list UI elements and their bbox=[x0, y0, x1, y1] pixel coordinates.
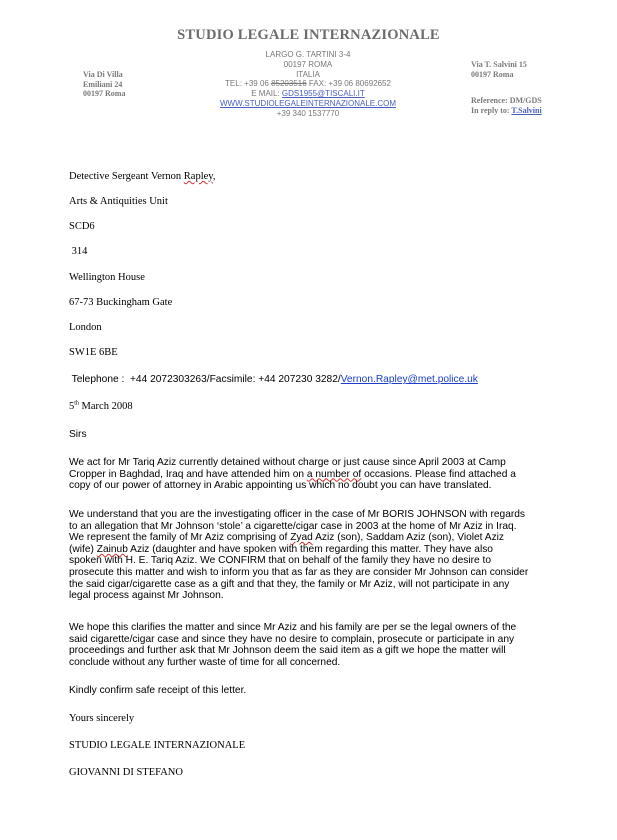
date-suffix: th bbox=[74, 400, 79, 407]
letterhead-right-address bbox=[471, 60, 542, 115]
paragraph-line: the said cigar/cigarette case as a gift and that they, the family or Mr Aziz, will not participate in any bbox=[69, 578, 510, 590]
recipient-code: SCD6 bbox=[69, 221, 95, 232]
reply-label: In reply to: bbox=[471, 105, 512, 115]
paragraph-line: to an allegation that Mr Johnson ‘stole’ a cigarette/cigar case in 2003 at the home of Mr Aziz in Iraq. bbox=[69, 520, 517, 532]
recipient-city: London bbox=[69, 322, 102, 333]
recipient-street: 67-73 Buckingham Gate bbox=[69, 297, 173, 308]
reply-name-link[interactable]: T.Salvini bbox=[511, 105, 542, 115]
recipient-email-link[interactable]: Vernon.Rapley@met.police.uk bbox=[340, 374, 478, 385]
paragraph-line: prosecute this matter and wish to inform you that as far as they are consider Mr Johnson can consider bbox=[69, 566, 529, 578]
tel-struck-number: 85203516 bbox=[271, 79, 307, 89]
paragraph-line: copy of our power of attorney in Arabic appointing us which no doubt you can have translated. bbox=[69, 480, 492, 492]
tel-prefix: TEL: +39 06 bbox=[225, 79, 272, 89]
paragraph-2 bbox=[69, 509, 559, 602]
reply-line bbox=[471, 106, 542, 116]
paragraph-line: We understand that you are the investigating officer in the case of Mr BORIS JOHNSON with regards bbox=[69, 509, 526, 520]
recipient-room: 314 bbox=[69, 246, 88, 257]
recipient-postcode: SW1E 6BE bbox=[69, 347, 118, 358]
center-street: LARGO G. TARTINI 3-4 bbox=[265, 50, 351, 59]
recipient-name-suffix: , bbox=[212, 171, 216, 182]
recipient-unit: Arts & Antiquities Unit bbox=[69, 196, 168, 207]
firm-email-link[interactable]: GDS1955@TISCALI.IT bbox=[281, 89, 365, 99]
letterhead-left-address bbox=[83, 70, 125, 99]
right-address-line: 00197 Roma bbox=[471, 69, 514, 79]
telephone-text: Telephone : +44 2072303263/Facsimile: +44 207230 3282/ bbox=[69, 374, 341, 385]
paragraph-line: We act for Mr Tariq Aziz currently detained without charge or just cause since April 2003 at Camp bbox=[69, 457, 506, 468]
date-day: 5 bbox=[69, 401, 75, 412]
paragraph-line: conclude without any further waste of time for all concerned. bbox=[69, 656, 341, 668]
recipient-surname: Rapley bbox=[183, 171, 213, 182]
letter-date bbox=[69, 401, 133, 412]
firm-website-link[interactable]: WWW.STUDIOLEGALEINTERNAZIONALE.COM bbox=[219, 98, 396, 108]
letterhead-firm-name: STUDIO LEGALE INTERNAZIONALE bbox=[177, 27, 440, 43]
center-phone-fax bbox=[180, 79, 436, 89]
paragraph-1 bbox=[69, 457, 559, 492]
paragraph-line: proceedings and further ask that Mr Johnson deem the said item as a gift we hope the matter will bbox=[69, 645, 506, 657]
valediction: Yours sincerely bbox=[69, 713, 135, 724]
center-email-line bbox=[180, 89, 436, 99]
salutation: Sirs bbox=[69, 429, 87, 440]
paragraph-line: legal process against Mr Johnson. bbox=[69, 590, 224, 602]
center-mobile: +39 340 1537770 bbox=[276, 108, 340, 118]
center-country: ITALIA bbox=[296, 69, 320, 79]
paragraph-3 bbox=[69, 622, 559, 668]
recipient-name-prefix: Detective Sergeant Vernon bbox=[69, 171, 184, 182]
tel-fax: FAX: +39 06 80692652 bbox=[306, 79, 391, 89]
left-address-line: 00197 Roma bbox=[83, 89, 126, 98]
date-rest: March 2008 bbox=[78, 401, 133, 412]
paragraph-line: spoken with H. E. Tariq Aziz. We CONFIRM that on behalf of the family they have no desire to bbox=[69, 555, 492, 567]
paragraph-line: Cropper in Baghdad, Iraq and have attended him on a number of occasions. Please find attached a bbox=[69, 468, 516, 480]
reference-line: Reference: DM/GDS bbox=[471, 96, 542, 105]
left-address-line: Via Di Villa bbox=[83, 70, 123, 79]
paragraph-line: We hope this clarifies the matter and since Mr Aziz and his family are per se the legal owners of the bbox=[69, 622, 517, 633]
recipient-name bbox=[69, 171, 215, 182]
paragraph-line: said cigarette/cigar case and since they have no desire to complain, prosecute or participate in any bbox=[69, 633, 515, 645]
right-address-line: Via T. Salvini 15 bbox=[471, 60, 527, 69]
email-label: E MAIL: bbox=[251, 89, 282, 99]
paragraph-4: Kindly confirm safe receipt of this letter. bbox=[69, 685, 247, 696]
recipient-contact-line bbox=[69, 374, 478, 385]
signatory: GIOVANNI DI STEFANO bbox=[69, 767, 183, 778]
left-address-line: Emiliani 24 bbox=[83, 79, 123, 89]
letterhead-center-contact bbox=[180, 50, 436, 119]
recipient-building: Wellington House bbox=[69, 272, 145, 283]
paragraph-line: We represent the family of Mr Aziz comprising of Zyad Aziz (son), Saddam Aziz (son), Violet Aziz bbox=[69, 532, 505, 544]
closing-firm: STUDIO LEGALE INTERNAZIONALE bbox=[69, 740, 246, 751]
paragraph-line: (wife) Zainub Aziz (daughter and have spoken with them regarding this matter. They have also bbox=[69, 543, 493, 555]
center-city: 00197 ROMA bbox=[283, 59, 333, 69]
